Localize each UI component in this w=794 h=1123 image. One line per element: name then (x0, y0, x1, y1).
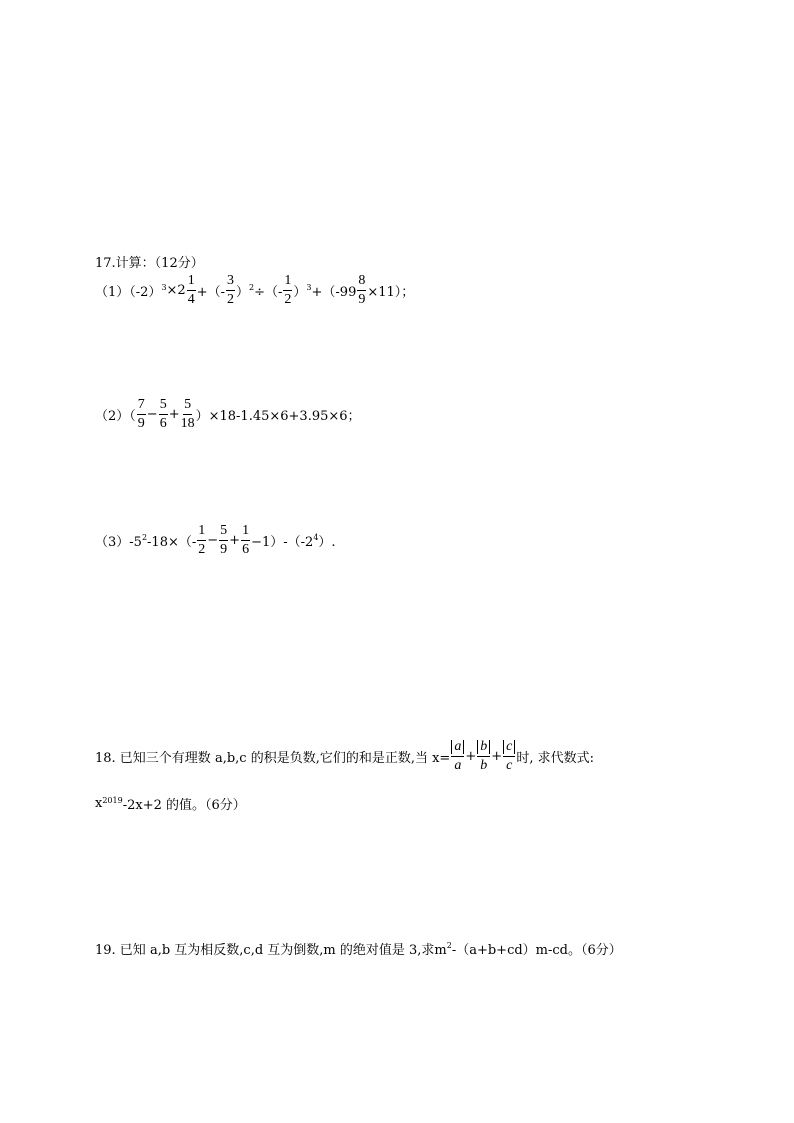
text: ） (236, 285, 250, 300)
numerator: 1 (197, 524, 206, 541)
text: 19. 已知 a,b 互为相反数,c,d 互为倒数,m 的绝对值是 3,求m (95, 943, 447, 958)
abs-fraction (451, 740, 464, 773)
text: （2）（ (95, 409, 136, 424)
denominator: c (506, 758, 513, 773)
text: + (491, 749, 503, 764)
denominator: 6 (242, 542, 250, 557)
text: x (95, 796, 103, 811)
q19-line (95, 939, 622, 958)
q17-part3 (95, 524, 336, 557)
exponent: 2 (446, 941, 452, 950)
denominator: 2 (227, 292, 234, 307)
denominator: 4 (187, 292, 195, 307)
text: ） (293, 285, 307, 300)
text: ×11）； (367, 285, 415, 300)
fraction (197, 524, 206, 557)
exponent: 2 (249, 283, 255, 292)
denominator: a (454, 758, 462, 773)
fraction (357, 274, 366, 307)
text: +（- (196, 285, 225, 300)
q17-title (95, 252, 204, 271)
exponent: 2 (141, 533, 148, 542)
fraction (226, 274, 235, 307)
text: −1）-（-2 (251, 535, 314, 550)
fraction (219, 524, 228, 557)
exponent: 3 (161, 283, 167, 292)
abs-fraction (503, 740, 515, 773)
numerator: 1 (283, 274, 292, 291)
numerator: 5 (219, 524, 228, 541)
exponent: 4 (313, 533, 319, 542)
text: -18×（- (147, 535, 197, 550)
abs-numerator (477, 740, 490, 754)
text: （1）（-2） (95, 285, 162, 300)
fraction (159, 398, 168, 431)
text: -2x+2 的值。（6分） (122, 798, 246, 813)
fraction (283, 274, 292, 307)
numerator: 1 (241, 524, 250, 541)
text: + (168, 407, 180, 422)
numerator: 8 (357, 274, 366, 291)
text: − (207, 533, 219, 548)
denominator: 2 (198, 542, 206, 557)
numerator: b (480, 739, 488, 754)
text: ）. (318, 535, 336, 550)
text: 18. 已知三个有理数 a,b,c 的积是负数,它们的和是正数,当 x= (95, 751, 451, 766)
text: − (146, 407, 158, 422)
abs-numerator (451, 740, 464, 754)
numerator: 1 (187, 274, 196, 291)
q17-title-text: 17.计算：（12分） (95, 256, 204, 271)
q17-part2 (95, 398, 361, 431)
exponent: 2019 (102, 796, 123, 805)
exponent: 3 (306, 283, 312, 292)
numerator: 3 (226, 274, 235, 291)
text: + (465, 749, 477, 764)
denominator: 6 (159, 416, 167, 431)
text: ×2 (166, 283, 186, 298)
text: ÷（- (254, 285, 283, 300)
text: 时, 求代数式: (516, 751, 594, 766)
denominator: 18 (180, 416, 195, 431)
abs-fraction (477, 740, 490, 773)
q18-line1 (95, 740, 594, 773)
numerator: c (506, 739, 513, 754)
fraction (187, 274, 196, 307)
text: （3）-5 (95, 535, 142, 550)
text: -（a+b+cd）m-cd。（6分） (451, 943, 622, 958)
denominator: 9 (137, 416, 145, 431)
text: +（-99 (311, 285, 357, 300)
numerator: a (454, 739, 462, 754)
fraction (181, 398, 195, 431)
text: + (229, 533, 241, 548)
denominator: 9 (220, 542, 228, 557)
text: ）×18-1.45×6+3.95×6； (195, 409, 361, 424)
fraction (241, 524, 250, 557)
denominator: 9 (358, 292, 366, 307)
denominator: b (480, 758, 488, 773)
denominator: 2 (284, 292, 292, 307)
abs-numerator (503, 740, 515, 754)
numerator: 5 (183, 398, 192, 415)
fraction (137, 398, 146, 431)
q17-part1 (95, 274, 414, 307)
numerator: 5 (159, 398, 168, 415)
q18-line2 (95, 794, 246, 813)
numerator: 7 (137, 398, 146, 415)
